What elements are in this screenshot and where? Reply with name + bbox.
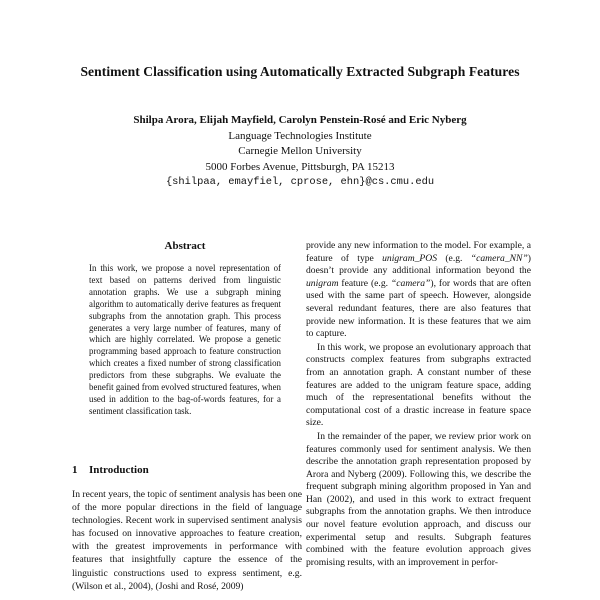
affiliation-address: 5000 Forbes Avenue, Pittsburgh, PA 15213 bbox=[205, 160, 395, 173]
abstract-paragraph: In this work, we propose a novel representation of text based on patterns derived from linguistic annotation graphs. We use a subgraph mining algorithm to automatically derive features as frequent subgraphs from the annotation graph. This process generates a very large number of features, many of which are highly correlated. We propose a genetic programming based approach to feature construction which creates a fixed number of strong classification predictors from these subgraphs. We evaluate the benefit gained from evolved structured features, when used in addition to the bag-of-words features, for a sentiment classification task. bbox=[89, 263, 281, 416]
body-paragraph-2: In this work, we propose an evolutionary approach that constructs complex features from subgraphs extracted from an annotation graph. A constant number of these features are added to the unigram feature space, adding much of the representational benefits without the computational cost of a drastic increase in feature space size. bbox=[306, 341, 531, 429]
introduction-paragraph: In recent years, the topic of sentiment analysis has been one of the more popular directions in the field of language technologies. Recent work in supervised sentiment analysis has focused on innovative approaches to feature creation, with the greatest improvements in performance with features that insightfully capture the essence of the linguistic constructions used to express sentiment, e.g. (Wilson et al., 2004), (Joshi and Rosé, 2009) bbox=[72, 489, 302, 592]
body-text: provide any new information to the model. For example, a feature of type bbox=[306, 240, 531, 264]
body-paragraph-3: In the remainder of the paper, we review prior work on features commonly used for sentiment analysis. We then describe the annotation graph representation proposed by Arora and Nyberg (2009). Following this, we describe the frequent subgraph mining algorithm proposed in Yan and Han (2002), and used in this work to extract frequent subgraphs from the annotation graphs. We then introduce our novel feature evolution approach, and discuss our experimental setup and results. Subgraph features combined with the feature evolution approach gives promising results, with an improvement in perfor- bbox=[306, 430, 531, 568]
section-number: 1 bbox=[72, 464, 78, 476]
affiliation-university: Carnegie Mellon University bbox=[238, 145, 362, 158]
introduction-text bbox=[72, 488, 302, 593]
author-names: Shilpa Arora, Elijah Mayfield, Carolyn Penstein-Rosé and Eric Nyberg bbox=[133, 114, 467, 126]
example-term: “camera_NN” bbox=[470, 252, 528, 264]
body-text: ), for words that are often used with the same part of speech. However, alongside several redundant features, there are also features that provide new information. It is these features that we aim to capture. bbox=[306, 277, 531, 340]
section-heading-introduction bbox=[72, 464, 149, 476]
feature-type-term: unigram bbox=[306, 277, 339, 289]
section-title: Introduction bbox=[89, 464, 149, 476]
body-text: feature (e.g. bbox=[338, 277, 391, 289]
paper-title: Sentiment Classification using Automatically Extracted Subgraph Features bbox=[80, 64, 520, 79]
abstract-heading: Abstract bbox=[164, 240, 206, 252]
right-column-text bbox=[306, 240, 531, 569]
body-text: (e.g. bbox=[437, 252, 471, 264]
body-paragraph-1 bbox=[306, 240, 531, 341]
affiliation-institute: Language Technologies Institute bbox=[228, 129, 372, 142]
author-emails: {shilpaa, emayfiel, cprose, ehn}@cs.cmu.edu bbox=[165, 176, 435, 189]
feature-type-term: unigram_POS bbox=[382, 252, 438, 264]
author-block bbox=[0, 113, 600, 191]
body-text: ) doesn’t provide any additional information beyond the bbox=[306, 252, 531, 277]
example-term: “camera” bbox=[390, 277, 431, 289]
abstract-text bbox=[89, 263, 281, 418]
